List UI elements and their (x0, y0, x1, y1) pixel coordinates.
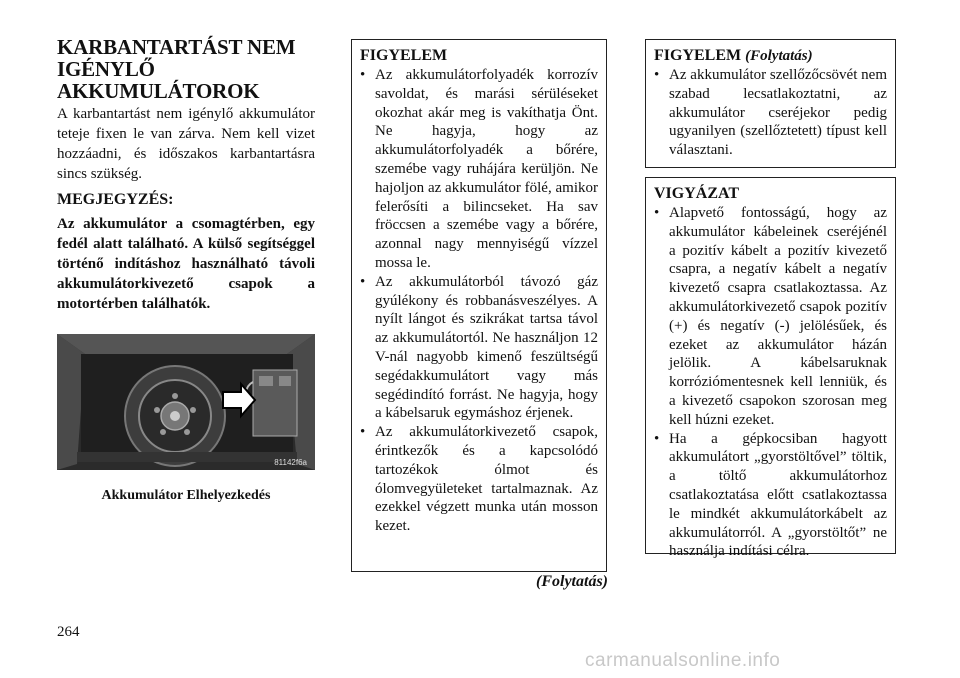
warning-subheading: (Folytatás) (745, 48, 813, 64)
intro-paragraph: A karbantartást nem igénylő akkumulátor teteje fixen le van zárva. Nem kell vizet hozzáadni, és időszakos karbantartásra sincs szükség. (57, 106, 315, 182)
figure-code: 81142f6a (274, 458, 307, 467)
caution-list (654, 204, 887, 561)
warning-list (360, 66, 598, 536)
page-number: 264 (57, 624, 80, 640)
warning-item: • Az akkumulátor szellőzőcsövét nem szabad lecsatlakoztatni, az akkumulátor cseréjekor pedig ugyanilyen (szellőztetett) típust kell választani. (654, 66, 887, 160)
caution-box (645, 177, 896, 560)
warning-item: • Az akkumulátorból távozó gáz gyúlékony és robbanásveszélyes. A nyílt lángot és szikrákat tartsa távol az akkumulátortól. Ne használjon 12 V-nál nagyobb kimenő feszültségű segédakkumulátort vagy más segédindító forrást. Ne hagyja, hogy a kábelsaruk egymáshoz érjenek. (360, 273, 598, 423)
section-title: KARBANTARTÁST NEM IGÉNYLŐ AKKUMULÁTOROK (57, 35, 296, 103)
trunk-illustration (57, 334, 315, 470)
warning-heading-2: FIGYELEM (654, 47, 742, 64)
left-column (57, 36, 315, 314)
figure-caption: Akkumulátor Elhelyezkedés (101, 488, 271, 503)
caution-item: • Ha a gépkocsiban hagyott akkumulátort „gyorstöltővel” töltik, a töltő akkumulátorhoz csatlakoztatása előtt csatlakoztassa le mindkét akkumulátorkábelt az akkumulátorról. A „gyorstöltőt” ne használja indítási célra. (654, 430, 887, 562)
continued-label: (Folytatás) (536, 573, 608, 590)
warning-box-continued (645, 39, 896, 168)
warning-box (351, 39, 607, 572)
warning-heading: FIGYELEM (360, 47, 448, 64)
battery-location-image (57, 334, 315, 470)
watermark: carmanualsonline.info (585, 650, 781, 671)
caution-heading: VIGYÁZAT (654, 185, 740, 202)
warning-item: • Az akkumulátorkivezető csapok, érintkezők és a kapcsolódó tartozékok ólmot és ólomvegyületeket tartalmaznak. Az ezekkel végzett munka után mosson kezet. (360, 423, 598, 536)
note-heading: MEGJEGYZÉS: (57, 191, 174, 208)
warning-list-2 (654, 66, 887, 160)
warning-continued-heading (654, 46, 887, 66)
warning-item: • Az akkumulátorfolyadék korrozív savoldat, és marási sérüléseket okozhat akár meg is vakíthatja Önt. Ne hagyja, hogy az akkumulátorfolyadék a bőrére, szemébe vagy ruhájára kerüljön. Ne hajoljon az akkumulátor fölé, amikor felerősíti a bilincseket. Ha sav fröccsen a szemébe vagy a bőrére, azonnal nagy mennyiségű vízzel mossa le. (360, 66, 598, 273)
note-text: Az akkumulátor a csomagtérben, egy fedél alatt található. A külső segítséggel történő indításhoz használható távoli akkumulátorkivezető csapok a motortérben találhatók. (57, 216, 315, 312)
caution-item: • Alapvető fontosságú, hogy az akkumulátor kábeleinek cseréjénél a pozitív kábelt a pozitív kivezető csapra, a negatív kábelt a negatív kivezető csapra csatlakoztassa. Az akkumulátorkivezető csapok pozitív (+) és negatív (-) jelölésűek, és ezeket az akkumulátor házán jelölik. A kábelsaruknak korróziómentesnek kell lenniük, és a kivezető csapokon szorosan meg kell húzni ezeket. (654, 204, 887, 430)
